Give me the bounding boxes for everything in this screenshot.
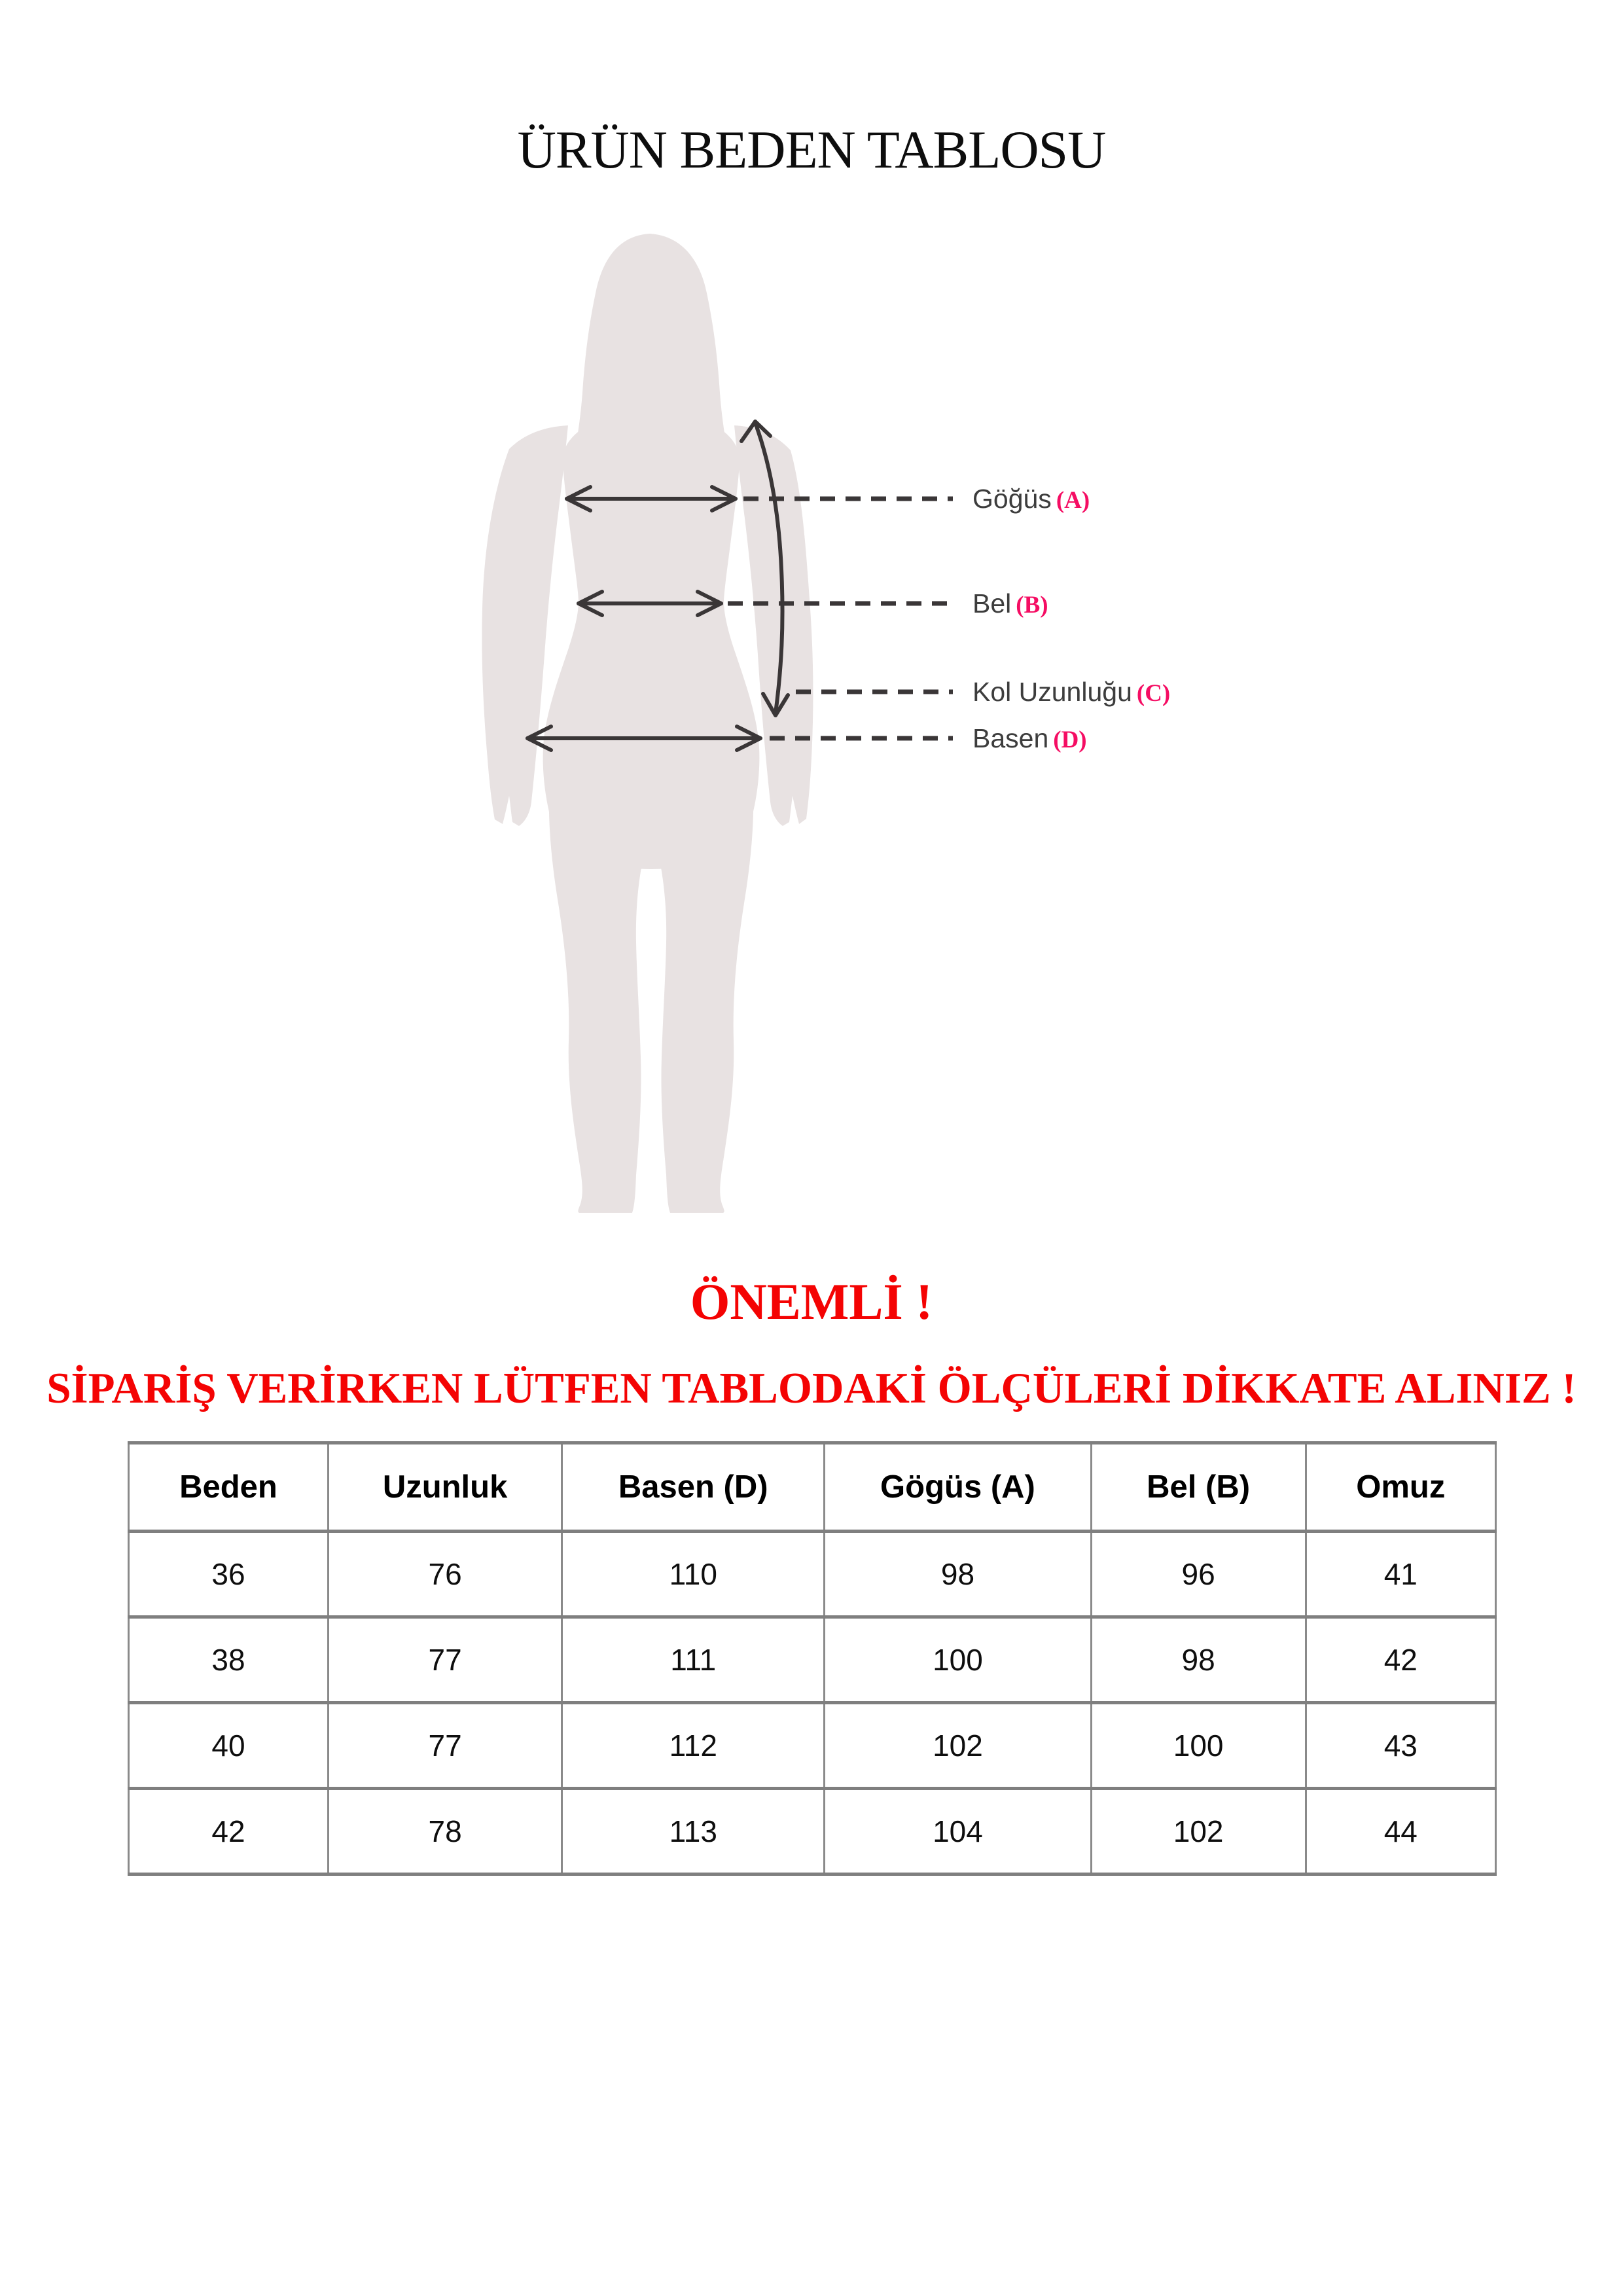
body-measurement-diagram bbox=[425, 196, 982, 1244]
table-cell: 41 bbox=[1306, 1532, 1495, 1617]
table-cell: 78 bbox=[328, 1789, 562, 1874]
table-cell: 76 bbox=[328, 1532, 562, 1617]
label-hip bbox=[972, 720, 1087, 757]
table-cell: 43 bbox=[1306, 1703, 1495, 1789]
table-row bbox=[129, 1617, 1496, 1703]
label-hip-text: Basen bbox=[972, 723, 1049, 753]
table-cell: 110 bbox=[562, 1532, 825, 1617]
size-table-header-cell: Bel (B) bbox=[1091, 1443, 1306, 1532]
label-waist-code: (B) bbox=[1016, 592, 1048, 619]
size-table-header-cell: Gögüs (A) bbox=[825, 1443, 1091, 1532]
female-silhouette-icon bbox=[482, 234, 813, 1213]
table-cell: 42 bbox=[129, 1789, 329, 1874]
table-cell: 36 bbox=[129, 1532, 329, 1617]
table-cell: 112 bbox=[562, 1703, 825, 1789]
table-cell: 77 bbox=[328, 1703, 562, 1789]
label-chest-text: Göğüs bbox=[972, 484, 1052, 514]
label-arm-length-code: (C) bbox=[1136, 680, 1171, 707]
table-cell: 98 bbox=[825, 1532, 1091, 1617]
size-table bbox=[128, 1441, 1497, 1876]
size-table-body bbox=[129, 1532, 1496, 1874]
size-table-header-cell: Beden bbox=[129, 1443, 329, 1532]
table-row bbox=[129, 1789, 1496, 1874]
table-cell: 111 bbox=[562, 1617, 825, 1703]
label-waist bbox=[972, 585, 1048, 622]
label-waist-text: Bel bbox=[972, 588, 1012, 619]
table-row bbox=[129, 1703, 1496, 1789]
label-arm-length-text: Kol Uzunluğu bbox=[972, 677, 1132, 707]
table-cell: 77 bbox=[328, 1617, 562, 1703]
table-cell: 100 bbox=[1091, 1703, 1306, 1789]
table-cell: 38 bbox=[129, 1617, 329, 1703]
table-cell: 100 bbox=[825, 1617, 1091, 1703]
label-chest-code: (A) bbox=[1056, 487, 1090, 514]
label-arm-length bbox=[972, 673, 1170, 710]
page-title: ÜRÜN BEDEN TABLOSU bbox=[517, 120, 1106, 179]
table-cell: 113 bbox=[562, 1789, 825, 1874]
label-hip-code: (D) bbox=[1053, 726, 1087, 753]
table-cell: 102 bbox=[1091, 1789, 1306, 1874]
size-table-header-cell: Uzunluk bbox=[328, 1443, 562, 1532]
table-cell: 102 bbox=[825, 1703, 1091, 1789]
important-heading: ÖNEMLİ ! bbox=[690, 1273, 933, 1330]
table-cell: 42 bbox=[1306, 1617, 1495, 1703]
label-chest bbox=[972, 480, 1090, 517]
table-cell: 98 bbox=[1091, 1617, 1306, 1703]
table-cell: 40 bbox=[129, 1703, 329, 1789]
size-table-header-cell: Omuz bbox=[1306, 1443, 1495, 1532]
table-cell: 44 bbox=[1306, 1789, 1495, 1874]
table-cell: 104 bbox=[825, 1789, 1091, 1874]
size-table-header-cell: Basen (D) bbox=[562, 1443, 825, 1532]
table-row bbox=[129, 1532, 1496, 1617]
size-table-header-row bbox=[129, 1443, 1496, 1532]
warning-text: SİPARİŞ VERİRKEN LÜTFEN TABLODAKİ ÖLÇÜLERİ DİKKATE ALINIZ ! bbox=[46, 1364, 1577, 1412]
table-cell: 96 bbox=[1091, 1532, 1306, 1617]
